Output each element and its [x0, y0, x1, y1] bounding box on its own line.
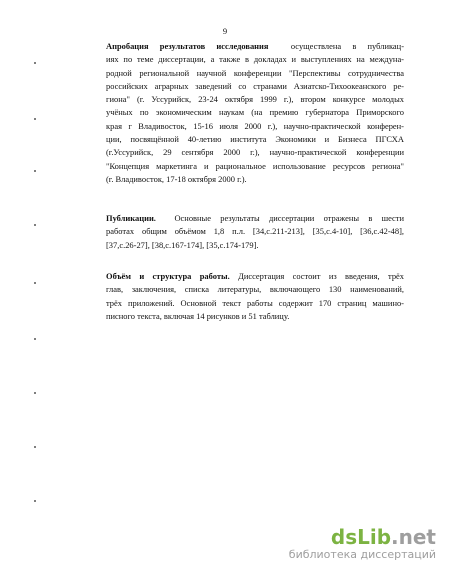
paragraph-line [106, 212, 404, 225]
paragraph-heading: Объём и структура работы. [106, 271, 230, 281]
paragraph-structure [106, 270, 404, 323]
watermark [289, 526, 436, 561]
scan-speck [34, 282, 36, 284]
scan-speck [34, 338, 36, 340]
paragraph-text: Диссертация состоит из введения, трёх [238, 271, 404, 281]
watermark-logo-tld: .net [391, 525, 436, 549]
scan-speck [34, 392, 36, 394]
paragraph-text: осуществлена в публикац- [290, 41, 404, 51]
paragraph-line: российских аграрных заведений со странами Азиатско-Тихоокеанского ре- [106, 80, 404, 91]
paragraph-line: глав, заключения, списка литературы, включающего 130 наименований, [106, 284, 404, 295]
paragraph-line: иях по теме диссертации, а также в докладах и выступлениях на междуна- [106, 54, 404, 65]
paragraph-line: родной региональной научной конференции "Перспективы сотрудничества [106, 67, 404, 78]
paragraph-heading: Апробация результатов исследования [106, 41, 269, 51]
paragraph-heading: Публикации. [106, 213, 156, 223]
paragraph-line: ции, посвящённой 40-летию института Экономики и Бизнеса ПГСХА [106, 134, 404, 145]
paragraph-line: "Концепция маркетинга и рациональное использование ресурсов региона" [106, 160, 404, 171]
scan-speck [34, 224, 36, 226]
paragraph-line: (г. Владивосток, 17-18 октября 2000 г.). [106, 173, 247, 184]
scan-speck [34, 118, 36, 120]
scan-speck [34, 62, 36, 64]
watermark-subtitle: библиотека диссертаций [288, 548, 436, 561]
watermark-logo [289, 526, 436, 548]
paragraph-approbation [106, 40, 404, 186]
watermark-logo-main: dsLib [330, 525, 392, 549]
paragraph-line: трёх приложений. Основной текст работы содержит 170 страниц машино- [106, 297, 404, 308]
paragraph-line [106, 40, 404, 53]
paragraph-publications [106, 212, 404, 252]
scan-speck [34, 170, 36, 172]
paragraph-line: писного текста, включая 14 рисунков и 51 таблицу. [106, 310, 290, 321]
paragraph-line [106, 270, 404, 283]
paragraph-text: Основные результаты диссертации отражены в шести [174, 213, 404, 223]
page-number: 9 [222, 26, 228, 36]
scan-speck [34, 500, 36, 502]
paragraph-line: (г.Уссурийск, 29 сентября 2000 г.), научно-практической конференции [106, 147, 404, 158]
paragraph-line: работах общим объёмом 1,8 п.л. [34,с.211-213], [35,с.4-10], [36,с.42-48], [106, 226, 404, 237]
scan-speck [34, 446, 36, 448]
paragraph-line: учёных по экономическим наукам (на премию губернатора Приморского [106, 107, 404, 118]
paragraph-line: края г Владивосток, 15-16 июля 2000 г.), научно-практической конферен- [106, 120, 404, 131]
paragraph-line: [37,с.26-27], [38,с.167-174], [35,с.174-179]. [106, 239, 259, 250]
paragraph-line: гиона" (г. Уссурийск, 23-24 октября 1999 г.), втором конкурсе молодых [106, 94, 404, 105]
